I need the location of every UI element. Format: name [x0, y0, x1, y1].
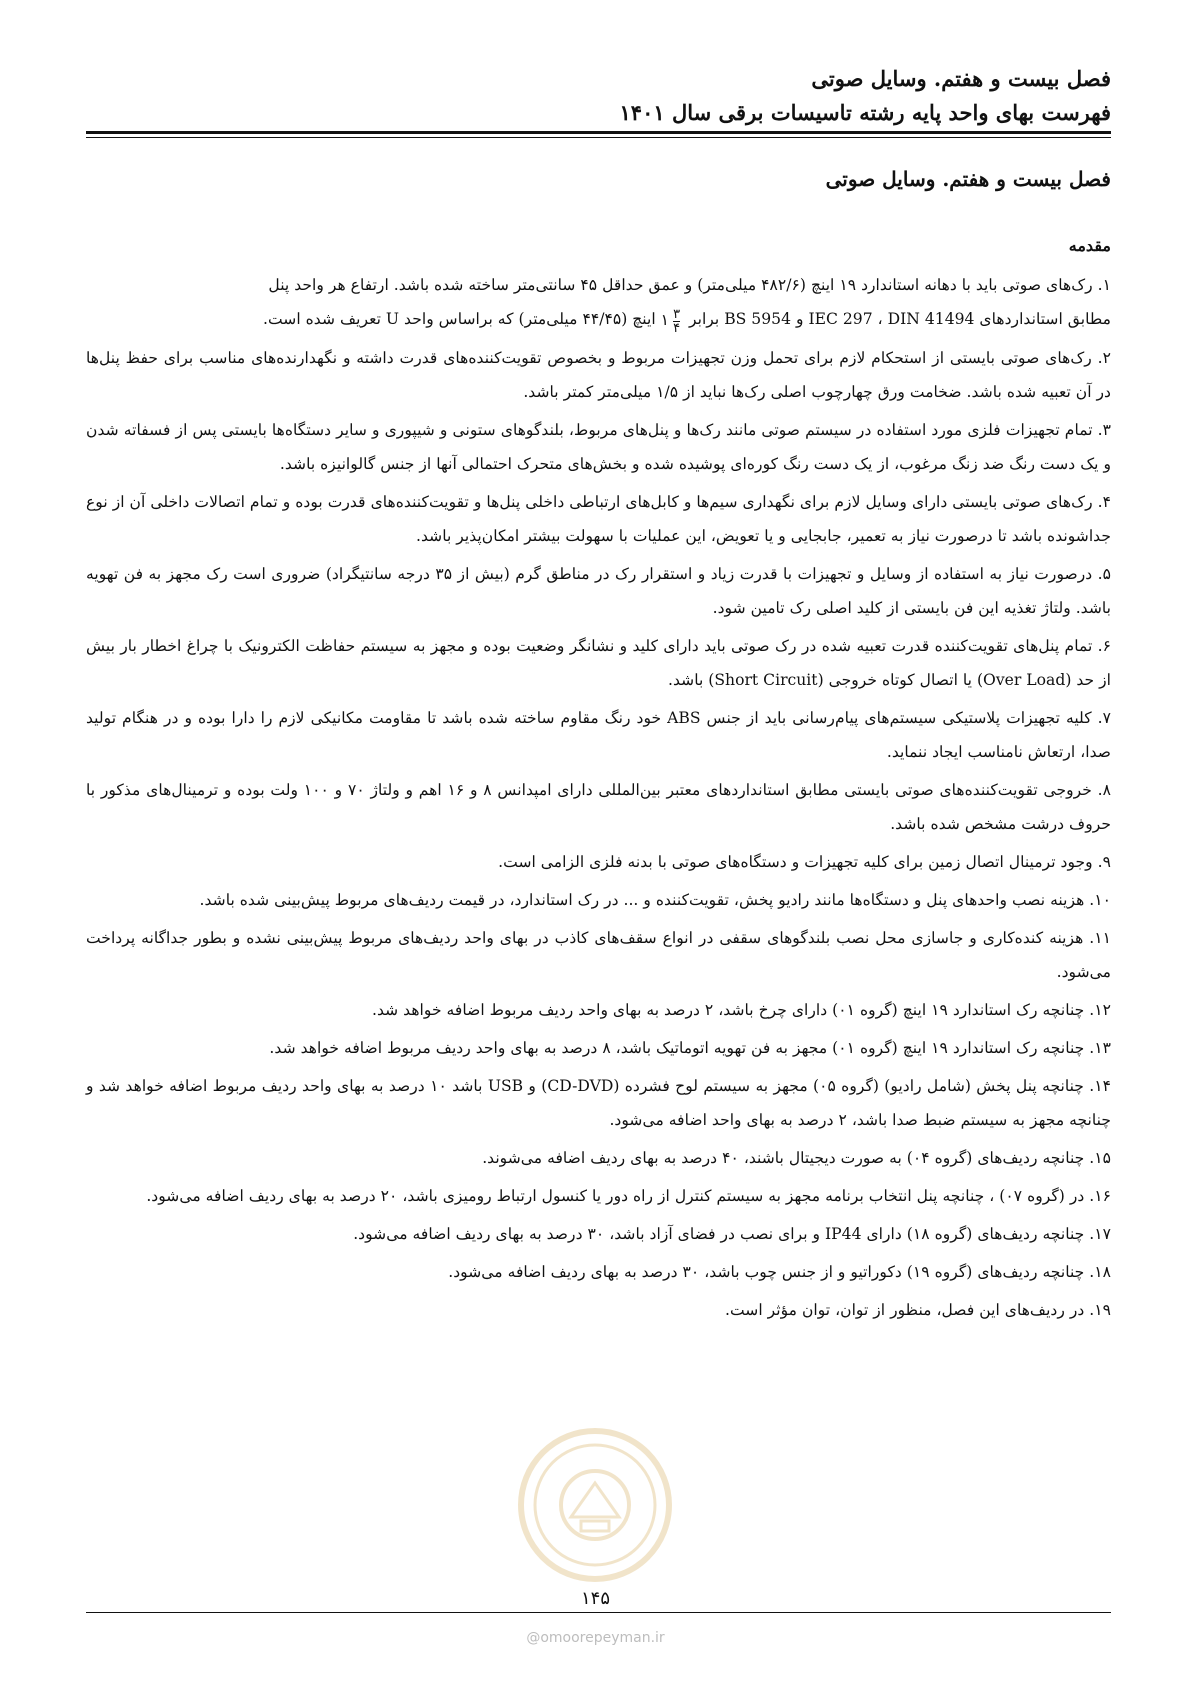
body-text — [86, 268, 1111, 1331]
paragraph-19: ۱۹. در ردیف‌های این فصل، منظور از توان، توان مؤثر است. — [725, 1301, 1111, 1319]
header-catalog-title: فهرست بهای واحد پایه رشته تاسیسات برقی سال ۱۴۰۱ — [619, 100, 1111, 125]
paragraph-1 — [86, 268, 1111, 337]
watermark-seal-icon — [515, 1425, 675, 1585]
intro-heading: مقدمه — [1068, 236, 1111, 255]
page-header — [86, 62, 1111, 130]
paragraph-14: ۱۴. چنانچه پنل پخش (شامل رادیو) (گروه ۰۵) مجهز به سیستم لوح فشرده (CD-DVD) و USB باشد ۱۰ درصد به بهای واحد ردیف مربوط اضافه خواهد شد و چنانچه مجهز به سیستم ضبط صدا باشد، ۲ درصد به بهای واحد اضافه می‌شود. — [86, 1077, 1111, 1129]
mixed-fraction — [661, 303, 684, 337]
fraction-denominator: ۴ — [673, 320, 681, 336]
page-number: ۱۴۵ — [580, 1588, 610, 1609]
header-rule-thick — [86, 131, 1111, 134]
paragraph-1-before-fraction: مطابق استانداردهای IEC 297 ، DIN 41494 و BS 5954 برابر — [689, 310, 1111, 328]
paragraph-18: ۱۸. چنانچه ردیف‌های (گروه ۱۹) دکوراتیو و از جنس چوب باشد، ۳۰ درصد به بهای ردیف اضافه می‌شود. — [448, 1263, 1111, 1281]
chapter-title: فصل بیست و هفتم. وسایل صوتی — [825, 167, 1111, 191]
paragraph-17: ۱۷. چنانچه ردیف‌های (گروه ۱۸) دارای IP44 و برای نصب در فضای آزاد باشد، ۳۰ درصد به بهای ردیف اضافه می‌شود. — [353, 1225, 1111, 1243]
header-chapter: فصل بیست و هفتم. وسایل صوتی — [811, 66, 1111, 91]
paragraph-11: ۱۱. هزینه کنده‌کاری و جاسازی محل نصب بلندگوهای سقفی در انواع سقف‌های کاذب در بهای واحد ردیف‌های مربوط پیش‌بینی نشده و بطور جداگانه پرداخت می‌شود. — [86, 929, 1111, 981]
paragraph-15: ۱۵. چنانچه ردیف‌های (گروه ۰۴) به صورت دیجیتال باشند، ۴۰ درصد به بهای ردیف اضافه می‌شوند. — [482, 1149, 1111, 1167]
paragraph-4: ۴. رک‌های صوتی بایستی دارای وسایل لازم برای نگهداری سیم‌ها و کابل‌های ارتباطی داخلی پنل‌ها و تقویت‌کننده‌های قدرت بوده و تمام اتصالات داخلی آن از نوع جداشونده باشد تا درصورت نیاز به تعمیر، جابجایی و یا تعویض، این عملیات با سهولت بیشتر امکان‌پذیر باشد. — [86, 493, 1111, 545]
paragraph-9: ۹. وجود ترمینال اتصال زمین برای کلیه تجهیزات و دستگاه‌های صوتی با بدنه فلزی الزامی است. — [498, 853, 1111, 871]
header-rule-thin — [86, 137, 1111, 138]
paragraph-16: ۱۶. در (گروه ۰۷) ، چنانچه پنل انتخاب برنامه مجهز به سیستم کنترل از راه دور یا کنسول ارتباط رومیزی باشد، ۲۰ درصد به بهای ردیف اضافه می‌شود. — [146, 1187, 1111, 1205]
paragraph-8: ۸. خروجی تقویت‌کننده‌های صوتی بایستی مطابق استانداردهای معتبر بین‌المللی دارای امپدانس ۸ و ۱۶ اهم و ولتاژ ۷۰ و ۱۰۰ ولت بوده و ترمینال‌های مذکور با حروف درشت مشخص شده باشد. — [86, 781, 1112, 833]
paragraph-7: ۷. کلیه تجهیزات پلاستیکی سیستم‌های پیام‌رسانی باید از جنس ABS خود رنگ مقاوم ساخته شده باشد تا مقاومت مکانیکی لازم را دارا بوده و در هنگام تولید صدا، ارتعاش نامناسب ایجاد ننماید. — [86, 709, 1111, 761]
fraction-numerator: ۳ — [673, 306, 681, 322]
paragraph-13: ۱۳. چنانچه رک استاندارد ۱۹ اینچ (گروه ۰۱) مجهز به فن تهویه اتوماتیک باشد، ۸ درصد به بهای واحد ردیف مربوط اضافه خواهد شد. — [269, 1039, 1111, 1057]
fraction — [673, 308, 680, 335]
paragraph-10: ۱۰. هزینه نصب واحدهای پنل و دستگاه‌ها مانند رادیو پخش، تقویت‌کننده و ... در رک استاندارد، در قیمت ردیف‌های مربوط پیش‌بینی شده باشد. — [199, 891, 1111, 909]
paragraph-3: ۳. تمام تجهیزات فلزی مورد استفاده در سیستم صوتی مانند رک‌ها و پنل‌های مربوط، بلندگوهای ستونی و شیپوری و سایر دستگاه‌ها بایستی پس از فسفاته شدن و یک دست رنگ ضد زنگ مرغوب، از یک دست رنگ کوره‌ای پوشیده شده و بخش‌های متحرک احتمالی آنها از جنس گالوانیزه باشد. — [86, 421, 1111, 473]
paragraph-2: ۲. رک‌های صوتی بایستی از استحکام لازم برای تحمل وزن تجهیزات مربوط و بخصوص تقویت‌کننده‌های قدرت داشته و نگهدارنده‌های مناسب برای حفظ پنل‌ها در آن تعبیه شده باشد. ضخامت ورق چهارچوب اصلی رک‌ها نباید از ۱/۵ میلی‌متر کمتر باشد. — [86, 349, 1111, 401]
paragraph-12: ۱۲. چنانچه رک استاندارد ۱۹ اینچ (گروه ۰۱) دارای چرخ باشد، ۲ درصد به بهای واحد ردیف مربوط اضافه خواهد شد. — [371, 1001, 1111, 1019]
paragraph-5: ۵. درصورت نیاز به استفاده از وسایل و تجهیزات با قدرت زیاد و استقرار رک در مناطق گرم (بیش از ۳۵ درجه سانتیگراد) ضروری است رک مجهز به فن تهویه باشد. ولتاژ تغذیه این فن بایستی از کلید اصلی رک تامین شود. — [86, 565, 1111, 617]
paragraph-6: ۶. تمام پنل‌های تقویت‌کننده قدرت تعبیه شده در رک صوتی باید دارای کلید و نشانگر وضعیت بوده و مجهز به سیستم حفاظت الکترونیک با چراغ اخطار بار بیش از حد (Over Load) یا اتصال کوتاه خروجی (Short Circuit) باشد. — [86, 637, 1111, 689]
paragraph-1-text: ۱. رک‌های صوتی باید با دهانه استاندارد ۱۹ اینچ (۴۸۲/۶ میلی‌متر) و عمق حداقل ۴۵ سانتی‌متر ساخته شده باشد. ارتفاع هر واحد پنل — [268, 276, 1111, 294]
watermark-text: @omoorepeyman.ir — [526, 1630, 665, 1646]
fraction-whole: ۱ — [660, 311, 670, 329]
footer-rule — [86, 1612, 1111, 1613]
paragraph-1-after-fraction: اینچ (۴۴/۴۵ میلی‌متر) که براساس واحد U تعریف شده است. — [263, 310, 656, 328]
